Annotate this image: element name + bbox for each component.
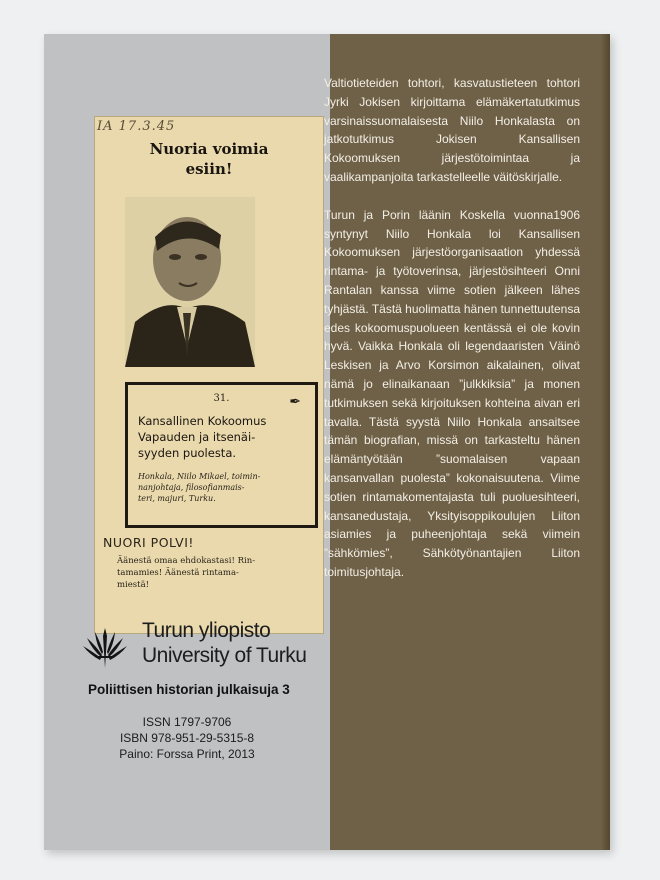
university-name: [142, 618, 306, 668]
blurb-paragraph-1: Valtiotieteiden tohtori, kasvatustieteen tohtori Jyrki Jokisen kirjoittama elämäkertatutkimus varsinaissuomalaisesta Niilo Honkalasta on jatkotutkimus Jokisen Kansallisen Kokoomuksen järjestötoimintaa ja vaalikampanjoita tarkastelleelle väitöskirjalle.: [324, 76, 580, 184]
candidate-party-line1: Kansallinen Kokoomus: [138, 414, 267, 428]
candidate-party: [138, 413, 306, 461]
candidate-details: [138, 471, 308, 504]
candidate-details-line3: teri, majuri, Turku.: [138, 494, 216, 503]
candidate-number: 31.: [213, 393, 230, 404]
university-name-fi: Turun yliopisto: [142, 619, 271, 642]
pen-mark-icon: ✒: [289, 393, 301, 409]
clipping-handwritten-date: IA 17.3.45: [97, 119, 176, 134]
clipping-footer-body: [117, 555, 313, 591]
candidate-details-line1: Honkala, Niilo Mikael, toimin-: [138, 472, 261, 481]
clipping-footer-title: NUORI POLVI!: [103, 535, 194, 550]
clipping-footer-line3: miestä!: [117, 580, 150, 590]
clipping-footer-line2: tamamies! Äänestä rintama-: [117, 568, 239, 578]
spine-edge: [602, 34, 610, 850]
candidate-details-line2: nanjohtaja, filosofianmais-: [138, 483, 245, 492]
left-panel: [44, 34, 330, 850]
clipping-footer-line1: Äänestä omaa ehdokastasi! Rin-: [117, 556, 256, 566]
issn: ISSN 1797-9706: [142, 715, 232, 729]
portrait-photo: [125, 197, 255, 367]
isbn: ISBN 978-951-29-5315-8: [119, 731, 255, 745]
clipping-headline-line1: Nuoria voimia: [149, 140, 269, 158]
clipping-headline-line2: esiin!: [185, 160, 233, 178]
turku-university-logo-icon: [82, 622, 128, 670]
candidate-box: [125, 382, 318, 528]
candidate-party-line3: syyden puolesta.: [138, 446, 237, 460]
university-name-en: University of Turku: [142, 644, 307, 667]
back-cover-blurb: [324, 74, 580, 601]
clipping-headline: [95, 139, 323, 179]
printer: Paino: Forssa Print, 2013: [119, 747, 255, 761]
newspaper-clipping: [94, 116, 324, 634]
series-title: Poliittisen historian julkaisuja 3: [88, 682, 290, 697]
candidate-party-line2: Vapauden ja itsenäi-: [138, 430, 256, 444]
publication-info: [44, 714, 330, 762]
blurb-paragraph-2: Turun ja Porin läänin Koskella vuonna1906 syntynyt Niilo Honkala loi Kansallisen Kokoomuksen järjestöorganisaation yhdessä rintama- ja työtoverinsa, järjestösihteeri Onni Rantalan kanssa viime sotien jälkeen lähes tyhjästä. Tästä huolimatta hänen tunnettuutensa edes kokoomuspuolueen kentässä ei ole kovin hyvä. Vaikka Honkala oli legendaaristen Väinö Leskisen ja Arvo Korsimon aikalainen, olivat nämä jo elinaikanaan ”julkkiksia” ja monen tutkimuksen sekä kirjoituksen kohteina aivan eri tavalla. Tästä syystä Niilo Honkala ansaitsee tämän biografian, missä on tarkasteltu hänen elämäntyötään ”suomalaisen vapaan kansanvallan puolesta” kokonaisuutena. Viime sotien rintamakomentajasta tuli puoluesihteeri, kansanedustaja, Yksityisoppikoulujen Liiton asiamies ja puheenjohtaja sekä viimein ”sähkömies”, Sähkötyönantajien Liiton toimitusjohtaja.: [324, 207, 580, 579]
